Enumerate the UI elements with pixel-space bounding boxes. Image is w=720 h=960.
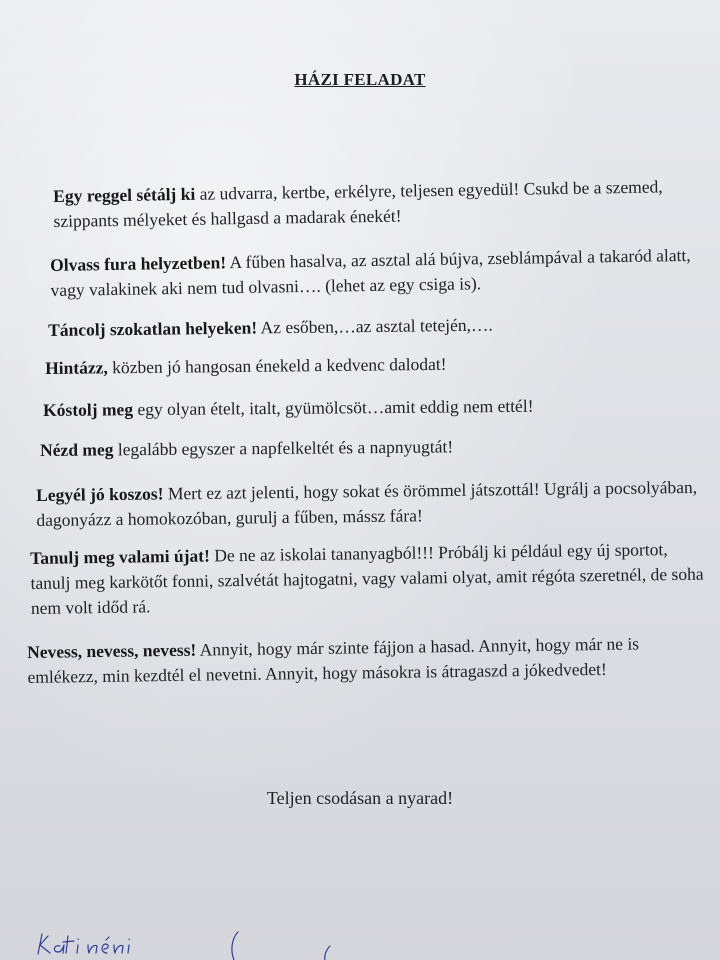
task-1-text: az udvarra, kertbe, erkélyre, teljesen egyedül! Csukd be a szemed, szippants mélyeket és hallgasd a madarak énekét! bbox=[53, 176, 663, 231]
handwritten-signature bbox=[30, 928, 190, 960]
task-5-text: egy olyan ételt, italt, gyümölcsöt…amit eddig nem ettél! bbox=[132, 395, 534, 420]
task-paragraph-4 bbox=[45, 349, 700, 381]
closing-line: Teljen csodásan a nyarad! bbox=[266, 788, 454, 808]
task-4-bold: Hintázz, bbox=[45, 357, 108, 378]
task-2-bold: Olvass fura helyzetben! bbox=[50, 252, 227, 275]
task-2-text: A fűben hasalva, az asztal alá bújva, zseblámpával a takaród alatt, vagy valakinek aki nem tud olvasni…. (lehet az egy csiga is). bbox=[50, 244, 691, 300]
task-paragraph-5 bbox=[43, 392, 703, 423]
task-3-bold: Táncolj szokatlan helyeken! bbox=[48, 317, 258, 340]
task-9-bold: Nevess, nevess, nevess! bbox=[27, 639, 197, 662]
task-paragraph-6 bbox=[40, 432, 700, 463]
task-paragraph-8 bbox=[30, 537, 711, 621]
task-paragraph-1 bbox=[53, 174, 704, 234]
task-7-bold: Legyél jó koszos! bbox=[36, 483, 164, 505]
task-6-text: legalább egyszer a napfelkeltét és a napnyugtát! bbox=[113, 436, 454, 460]
task-1-bold: Egy reggel sétálj ki bbox=[53, 183, 196, 206]
task-paragraph-3 bbox=[48, 310, 703, 343]
task-5-bold: Kóstolj meg bbox=[43, 399, 134, 420]
task-paragraph-7 bbox=[36, 475, 712, 533]
task-paragraph-9 bbox=[27, 630, 713, 690]
task-6-bold: Nézd meg bbox=[40, 439, 114, 460]
task-3-text: Az esőben,…az asztal tetején,…. bbox=[257, 314, 493, 338]
document-title: HÁZI FELADAT bbox=[294, 70, 426, 89]
pen-mark bbox=[220, 920, 360, 960]
signature-strokes bbox=[38, 934, 130, 954]
task-7-text: Mert ez azt jelenti, hogy sokat és örömmel játszottál! Ugrálj a pocsolyában, dagonyázz a homokozóban, gurulj a fűben, mássz fára! bbox=[36, 476, 698, 530]
task-9-text: Annyit, hogy már szinte fájjon a hasad. Annyit, hogy már ne is emlékezz, min kezdtél el nevetni. Annyit, hogy másokra is átragaszd a jókedvedet! bbox=[27, 633, 640, 687]
task-8-bold: Tanulj meg valami újat! bbox=[30, 545, 211, 568]
task-paragraph-2 bbox=[50, 243, 706, 303]
task-4-text: közben jó hangosan énekeld a kedvenc dalodat! bbox=[107, 353, 447, 378]
task-8-text: De ne az iskolai tananyagból!!! Próbálj ki például egy új sportot, tanulj meg karkötőt fonni, szalvétát hajtogatni, vagy valami olyat, amit régóta szeretnél, de soha nem volt időd rá. bbox=[30, 539, 704, 618]
